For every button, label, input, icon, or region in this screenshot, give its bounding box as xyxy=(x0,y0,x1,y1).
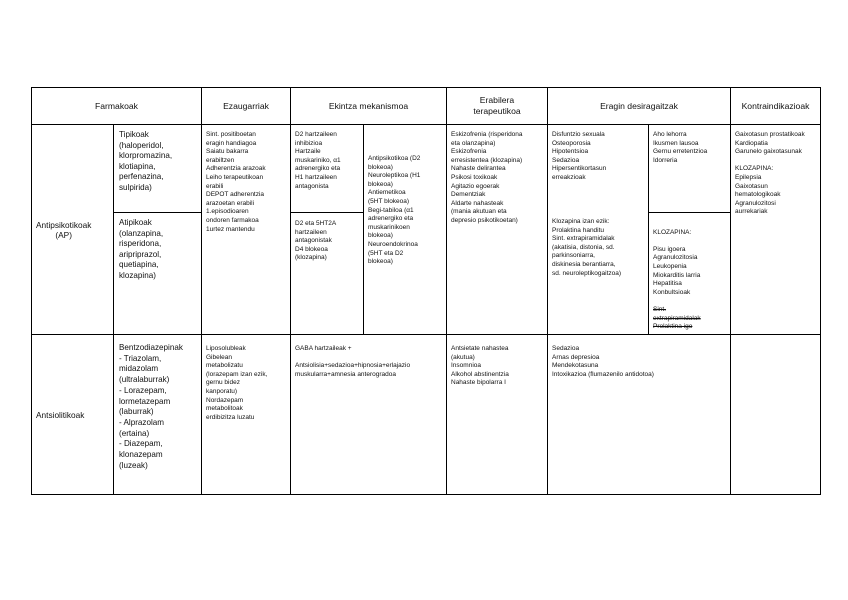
ap-ekintza-efektuak-cell: Antipsikotikoa (D2 blokeoa) Neuroleptikoa (H1 blokeoa) Antiemetikoa (5HT blokeoa) Begi-tabiloa (α1 adrenergiko eta muskarinikoen blokeoa) Neuroendokrinoa (5HT eta D2 blokeoa) xyxy=(364,125,447,335)
row-label-antipsikotikoak: Antipsikotikoak (AP) xyxy=(32,125,114,335)
ap-eragin-atipikoak-text: Klozapina izan ezik: Prolaktina handitu Sint. extrapiramidalak (akatisia, distonia, sd. parkinsoniarra, diskinesia berantiarra, sd. neuroleptikogaitzoa) xyxy=(552,218,622,277)
pharmacology-table xyxy=(31,87,821,495)
bentzodiazepinak-cell: Bentzodiazepinak - Triazolam, midazolam (ultralaburrak) - Lorazepam, lormetazepam (laburrak) - Alprazolam (ertaina) - Diazepam, klonazepam (luzeak) xyxy=(114,335,202,494)
header-farmakoak: Farmakoak xyxy=(32,88,202,125)
header-ezaugarriak: Ezaugarriak xyxy=(202,88,291,125)
ap-kontraindikazioak-cell: Gaixotasun prostatikoak Kardiopatia Garunelo gaixotasunak KLOZAPINA: Epilepsia Gaixotasun hematologikoak Agranulozitosi aurrekariak xyxy=(731,125,820,335)
an-erabilera-cell: Antsietate nahastea (akutua) Insomnioa Alkohol abstinentzia Nahaste bipolarra I xyxy=(447,335,548,494)
ap-eragin-right-tipikoak-cell: Aho lehorra Ikusmen lausoa Gernu erretentzioa Idorreria xyxy=(649,125,731,213)
an-kontraindikazioak-cell xyxy=(731,335,820,494)
ap-eragin-left-cell xyxy=(548,125,649,335)
ap-ezaugarriak-cell: Sint. positiboetan eragin handiagoa Saiatu bakarra erabiltzen Adherentzia arazoak Leiho terapeutikoan erabili DEPOT adherentzia arazoetan erabili 1.episodioaren ondoren farmakoa 1urtez mantendu xyxy=(202,125,291,335)
ap-eragin-tipikoak-text: Disfuntzio sexuala Osteoporosia Hipotentsioa Sedazioa Hipersentikortasun erreakzioak xyxy=(552,131,607,181)
ap-klozapina-cell xyxy=(649,213,731,335)
ap-ekintza-tipikoak-cell: D2 hartzaileen inhibizioa Hartzaile muskariniko, α1 adrenergiko eta H1 hartzaileen antagonista xyxy=(291,125,364,213)
row-label-antsiolitikoak: Antsiolitikoak xyxy=(32,335,114,494)
klozapina-title: KLOZAPINA: xyxy=(653,228,692,236)
ap-ekintza-atipikoak-cell: D2 eta 5HT2A hartzaileen antagonistak D4 blokeoa (klozapina) xyxy=(291,213,364,335)
header-ekintza: Ekintza mekanismoa xyxy=(291,88,447,125)
klozapina-struck-items: Sint. extrapiramidalak Prolaktina igo xyxy=(653,305,701,331)
klozapina-items: Pisu igoera Agranulozitosia Leukopenia Miokarditis larria Hepatitisa Konbultsioak xyxy=(653,245,701,296)
tipikoak-cell: Tipikoak (haloperidol, klorpromazina, klotiapina, perfenazina, sulpirida) xyxy=(114,125,202,213)
header-erabilera: Erabilera terapeutikoa xyxy=(447,88,548,125)
an-eragin-cell: Sedazioa Arnas depresioa Mendekotasuna Intoxikazioa (flumazenilo antidotoa) xyxy=(548,335,731,494)
atipikoak-cell: Atipikoak (olanzapina, risperidona, aripriprazol, quetiapina, klozapina) xyxy=(114,213,202,335)
header-kontraindikazioak: Kontraindikazioak xyxy=(731,88,820,125)
an-ezaugarriak-cell: Liposolubleak Gibelean metabolizatu (lorazepam izan ezik, gernu bidez kanporatu) Nordazepam metabolitoak erdibizitza luzatu xyxy=(202,335,291,494)
an-ekintza-cell: GABA hartzaileak + Antsiolisia+sedazioa+hipnosia+erlajazio muskularra+amnesia anterogradoa xyxy=(291,335,447,494)
header-eragin: Eragin desiragaitzak xyxy=(548,88,731,125)
ap-erabilera-cell: Eskizofrenia (risperidona eta olanzapina) Eskizofrenia erresistentea (klozapina) Nahaste delirantea Psikosi toxikoak Agitazio egoerak Dementziak Aldarte nahasteak (mania akutuan eta depresio psikotikoetan) xyxy=(447,125,548,335)
